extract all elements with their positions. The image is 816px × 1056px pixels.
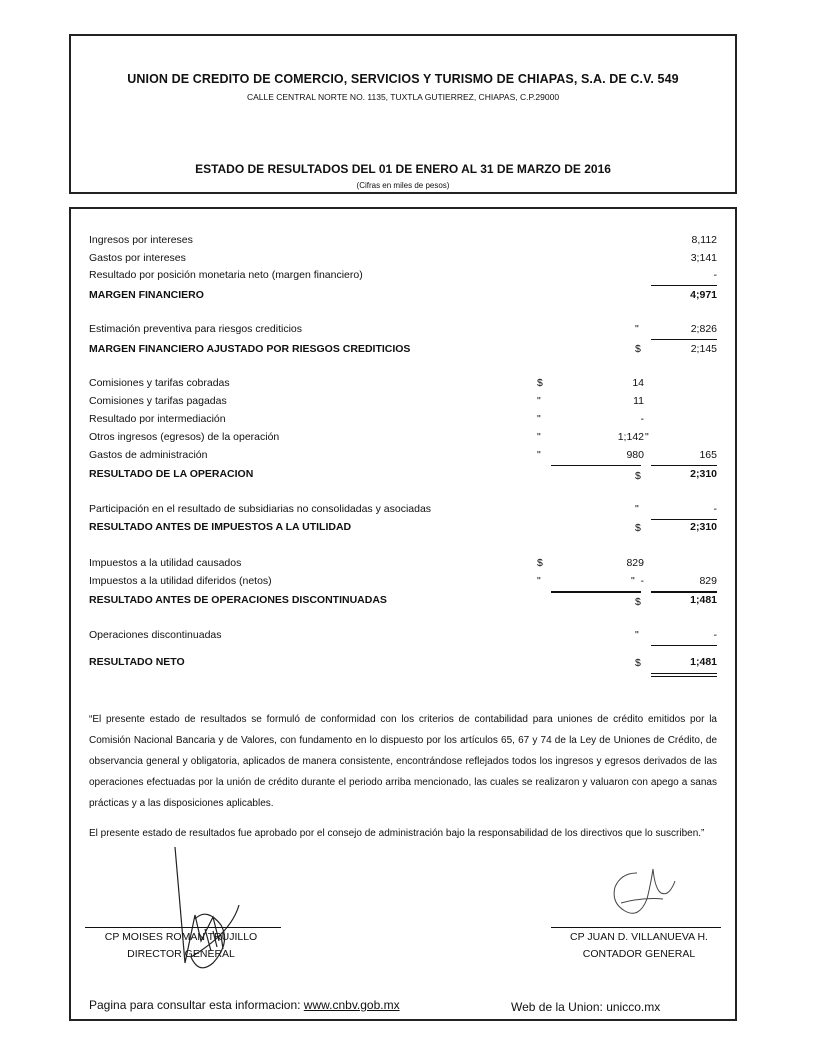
line-value: 11 — [633, 395, 644, 407]
ditto-mark: " — [645, 431, 649, 443]
line-total: - — [713, 269, 717, 281]
line-total: 2;826 — [690, 323, 717, 335]
row-discontinuadas — [71, 629, 739, 645]
line-value: - — [640, 575, 644, 587]
line-total: 3;141 — [690, 252, 717, 264]
signer-left-name: CP MOISES ROMAN TRUJILLO — [104, 931, 258, 943]
subtotal-rule — [651, 465, 717, 466]
ditto-mark: " — [635, 629, 639, 641]
union-web-link[interactable]: unicco.mx — [606, 1000, 661, 1014]
currency-sign: $ — [635, 470, 641, 482]
line-value: - — [640, 413, 644, 425]
signer-left-role: DIRECTOR GENERAL — [127, 948, 235, 960]
row-antes-discontinuadas — [71, 594, 739, 610]
subtotal-rule — [651, 591, 717, 593]
line-label: Comisiones y tarifas cobradas — [89, 377, 230, 389]
line-total: 1;481 — [690, 594, 717, 606]
row-resultado-operacion — [71, 468, 739, 484]
currency-sign: $ — [635, 522, 641, 534]
ditto-mark: " — [537, 395, 541, 407]
line-label: Estimación preventiva para riesgos crediticios — [89, 323, 303, 335]
line-label: RESULTADO NETO — [89, 656, 185, 668]
ditto-mark: " — [537, 575, 541, 587]
line-label: Operaciones discontinuadas — [89, 629, 222, 641]
ditto-mark: " — [635, 503, 639, 515]
row-posicion-monetaria — [71, 269, 739, 285]
row-antes-impuestos — [71, 521, 739, 537]
signature-left-icon — [161, 845, 271, 985]
row-comisiones-cobradas — [71, 377, 739, 393]
row-gastos-admin — [71, 449, 739, 465]
subtotal-rule — [651, 339, 717, 340]
signature-right-icon — [591, 859, 681, 929]
line-label: Comisiones y tarifas pagadas — [89, 395, 227, 407]
row-margen-financiero — [71, 289, 739, 305]
line-total: 829 — [699, 575, 717, 587]
signer-right-name: CP JUAN D. VILLANUEVA H. — [570, 931, 708, 943]
line-label: MARGEN FINANCIERO — [89, 289, 204, 301]
line-label: Otros ingresos (egresos) de la operación — [89, 431, 280, 443]
line-label: Ingresos por intereses — [89, 234, 193, 246]
row-gastos-intereses — [71, 252, 739, 268]
line-value: 1;142 — [617, 431, 644, 443]
line-value: 829 — [626, 557, 644, 569]
ditto-mark: " — [537, 413, 541, 425]
line-total: 2;310 — [690, 468, 717, 480]
row-comisiones-pagadas — [71, 395, 739, 411]
signature-line-right — [551, 927, 721, 928]
header-box — [69, 34, 737, 194]
row-ingresos-intereses — [71, 234, 739, 250]
subtotal-rule — [651, 519, 717, 520]
subtotal-rule — [651, 285, 717, 286]
row-impuestos-causados — [71, 557, 739, 573]
signer-right-role: CONTADOR GENERAL — [582, 948, 696, 960]
line-total: 2;310 — [690, 521, 717, 533]
line-label: Participación en el resultado de subsidiarias no consolidadas y asociadas — [89, 503, 432, 515]
row-impuestos-diferidos — [71, 575, 739, 591]
line-total: 8,112 — [691, 234, 717, 246]
row-resultado-neto — [71, 656, 739, 672]
currency-sign: $ — [537, 557, 543, 569]
row-otros-ingresos — [71, 431, 739, 447]
line-label: RESULTADO ANTES DE IMPUESTOS A LA UTILIDAD — [89, 521, 352, 533]
web-label: Web de la Union: — [511, 1000, 603, 1014]
cnbv-link[interactable]: www.cnbv.gob.mx — [303, 998, 400, 1012]
consult-label: Pagina para consultar esta informacion: — [89, 998, 301, 1012]
company-name: UNION DE CREDITO DE COMERCIO, SERVICIOS Y TURISMO DE CHIAPAS, S.A. DE C.V. 549 — [127, 72, 679, 86]
statement-box — [69, 207, 737, 1021]
row-participacion — [71, 503, 739, 519]
footer-web — [511, 1000, 660, 1014]
legal-paragraph: “El presente estado de resultados se formuló de conformidad con los criterios de contabilidad para uniones de crédito emitidos por la Comisión Nacional Bancaria y de Valores, con fundamento en lo dispuesto por los artículos 65, 67 y 74 de la Ley de Uniones de Crédito, de observancia general y obligatoria, aplicados de manera consistente, encontrándose reflejados todos los ingresos y egresos derivados de las operaciones efectuadas por la unión de crédito durante el periodo arriba mencionado, las cuales se realizaron y valuaron con apego a sanas prácticas y a las disposiciones aplicables. — [89, 714, 717, 809]
approval-paragraph: El presente estado de resultados fue aprobado por el consejo de administración bajo la responsabilidad de los directivos que lo suscriben.” — [89, 828, 705, 839]
row-intermediacion — [71, 413, 739, 429]
subtotal-rule — [651, 645, 717, 646]
line-label: MARGEN FINANCIERO AJUSTADO POR RIESGOS CREDITICIOS — [89, 343, 411, 355]
currency-sign: $ — [635, 657, 641, 669]
line-value: 980 — [626, 449, 644, 461]
amounts-note: (Cifras en miles de pesos) — [356, 181, 450, 190]
line-total: - — [713, 503, 717, 515]
ditto-mark: " — [631, 575, 635, 587]
line-label: Resultado por intermediación — [89, 413, 226, 425]
line-total: 165 — [699, 449, 717, 461]
total-double-rule — [651, 673, 717, 674]
line-value: 14 — [632, 377, 644, 389]
line-label: Gastos por intereses — [89, 252, 186, 264]
row-estimacion — [71, 323, 739, 339]
line-label: Resultado por posición monetaria neto (margen financiero) — [89, 269, 363, 281]
line-label: Impuestos a la utilidad diferidos (netos) — [89, 575, 272, 587]
ditto-mark: " — [635, 323, 639, 335]
company-address: CALLE CENTRAL NORTE NO. 1135, TUXTLA GUTIERREZ, CHIAPAS, C.P.29000 — [246, 92, 560, 102]
currency-sign: $ — [537, 377, 543, 389]
line-label: RESULTADO DE LA OPERACION — [89, 468, 254, 480]
line-total: 4;971 — [690, 289, 717, 301]
row-margen-ajustado — [71, 343, 739, 359]
line-total: - — [713, 629, 717, 641]
line-label: RESULTADO ANTES DE OPERACIONES DISCONTINUADAS — [89, 594, 387, 606]
subtotal-rule — [551, 465, 641, 466]
line-label: Gastos de administración — [89, 449, 208, 461]
ditto-mark: " — [537, 449, 541, 461]
line-total: 1;481 — [690, 656, 717, 668]
currency-sign: $ — [635, 596, 641, 608]
currency-sign: $ — [635, 343, 641, 355]
line-label: Impuestos a la utilidad causados — [89, 557, 242, 569]
ditto-mark: " — [537, 431, 541, 443]
signature-line-left — [85, 927, 281, 928]
line-total: 2;145 — [690, 343, 717, 355]
footer-consult — [89, 998, 400, 1012]
subtotal-rule — [551, 591, 641, 593]
statement-title: ESTADO DE RESULTADOS DEL 01 DE ENERO AL 31 DE MARZO DE 2016 — [195, 162, 611, 176]
total-double-rule — [651, 676, 717, 677]
